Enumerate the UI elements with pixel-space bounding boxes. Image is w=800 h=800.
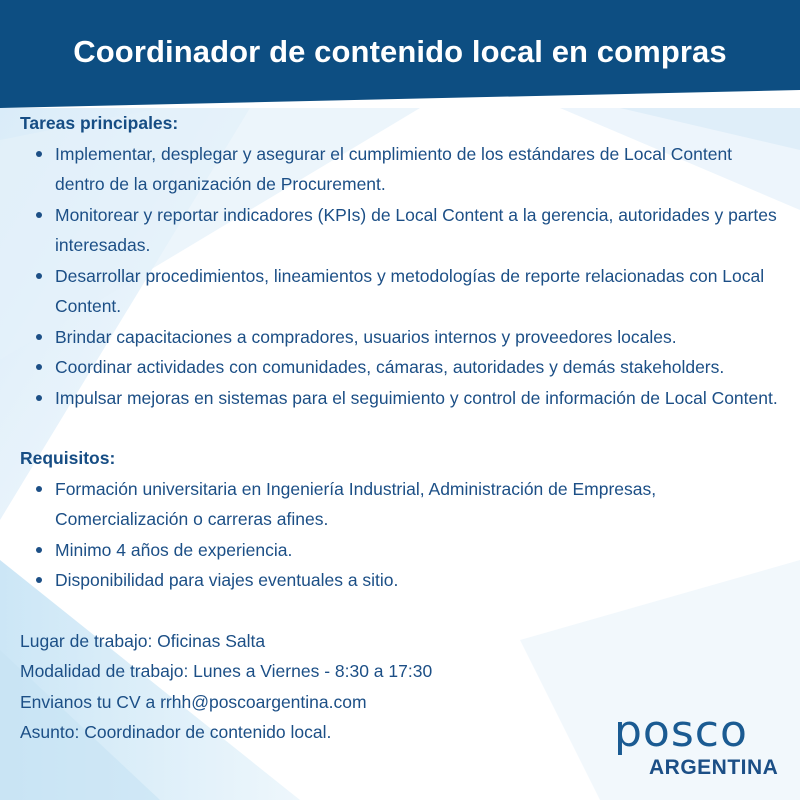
work-location: Lugar de trabajo: Oficinas Salta [20, 630, 266, 651]
tasks-list [20, 139, 780, 414]
job-description [20, 108, 780, 748]
list-item: Brindar capacitaciones a compradores, usuarios internos y proveedores locales. [20, 322, 780, 353]
page-title: Coordinador de contenido local en compras [73, 34, 727, 69]
send-cv-text: Envianos tu CV a rrhh@poscoargentina.com [20, 691, 367, 712]
list-item: Minimo 4 años de experiencia. [20, 535, 780, 566]
list-item: Implementar, desplegar y asegurar el cumplimiento de los estándares de Local Content dentro de la organización de Procurement. [20, 139, 780, 200]
tasks-heading: Tareas principales: [20, 113, 179, 133]
logo-subtitle: ARGENTINA [649, 756, 779, 779]
requirements-heading: Requisitos: [20, 448, 116, 468]
list-item: Impulsar mejoras en sistemas para el seguimiento y control de información de Local Content. [20, 383, 780, 414]
list-item: Monitorear y reportar indicadores (KPIs) de Local Content a la gerencia, autoridades y partes interesadas. [20, 200, 780, 261]
work-schedule: Modalidad de trabajo: Lunes a Viernes - 8:30 a 17:30 [20, 661, 433, 681]
requirements-list [20, 474, 780, 596]
list-item: Coordinar actividades con comunidades, cámaras, autoridades y demás stakeholders. [20, 352, 780, 383]
posco-argentina-logo [610, 706, 790, 780]
list-item: Disponibilidad para viajes eventuales a sitio. [20, 565, 780, 596]
list-item: Formación universitaria en Ingeniería Industrial, Administración de Empresas, Comercialización o carreras afines. [20, 474, 780, 535]
list-item: Desarrollar procedimientos, lineamientos y metodologías de reporte relacionadas con Local Content. [20, 261, 780, 322]
email-subject: Asunto: Coordinador de contenido local. [20, 722, 332, 742]
header-banner [0, 0, 800, 108]
logo-wordmark: posco [614, 706, 748, 757]
